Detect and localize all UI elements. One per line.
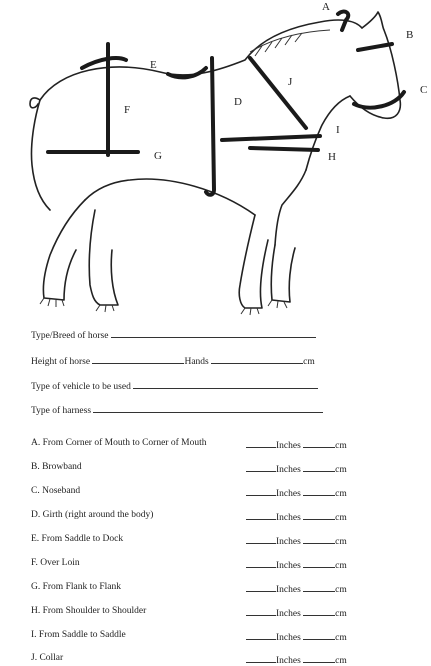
inches-field[interactable] [246,653,276,663]
measurement-fields [246,486,347,499]
measurement-arrows [48,12,404,195]
arrow-b [358,44,392,50]
inches-label: Inches [276,585,301,595]
cm-field[interactable] [303,606,335,616]
inches-field[interactable] [246,606,276,616]
measurement-label: J. Collar [31,653,64,663]
cm-label: cm [335,465,347,475]
label-j: J [288,76,293,88]
harness-row [31,403,323,416]
horse-measurement-diagram [0,0,431,318]
measurement-label: G. From Flank to Flank [31,582,121,592]
label-i: I [336,124,340,136]
cm-label: cm [335,441,347,451]
measurement-fields [246,510,347,523]
label-b: B [406,29,414,41]
label-h: H [328,151,336,163]
inches-label: Inches [276,609,301,619]
inches-field[interactable] [246,438,276,448]
inches-field[interactable] [246,630,276,640]
type-breed-field[interactable] [111,328,316,338]
measurement-label: B. Browband [31,462,82,472]
inches-label: Inches [276,656,301,666]
label-a: A [322,1,330,13]
inches-field[interactable] [246,558,276,568]
height-hands-field[interactable] [92,354,184,364]
arrow-j [250,58,306,128]
cm-field[interactable] [303,462,335,472]
measurement-fields [246,534,347,547]
inches-field[interactable] [246,510,276,520]
height-label: Height of horse [31,357,91,367]
measurement-label: D. Girth (right around the body) [31,510,154,520]
vehicle-label: Type of vehicle to be used [31,382,131,392]
cm-field[interactable] [303,582,335,592]
measurement-label: A. From Corner of Mouth to Corner of Mouth [31,438,207,448]
inches-label: Inches [276,537,301,547]
cm-label: cm [335,561,347,571]
inches-label: Inches [276,513,301,523]
label-d: D [234,96,242,108]
cm-label: cm [335,537,347,547]
inches-field[interactable] [246,582,276,592]
cm-label: cm [335,585,347,595]
label-c: C [420,84,428,96]
inches-label: Inches [276,561,301,571]
measurement-fields [246,582,347,595]
cm-field[interactable] [303,486,335,496]
height-cm-label: cm [303,357,315,367]
arrow-d [206,58,214,195]
measurement-label: H. From Shoulder to Shoulder [31,606,147,616]
measurement-fields [246,462,347,475]
arrow-e2 [168,68,206,77]
inches-field[interactable] [246,462,276,472]
harness-field[interactable] [93,403,323,413]
type-breed-row [31,328,316,341]
height-cm-field[interactable] [211,354,303,364]
arrow-h [250,148,318,150]
vehicle-row [31,379,318,392]
inches-label: Inches [276,465,301,475]
cm-field[interactable] [303,558,335,568]
cm-label: cm [335,609,347,619]
cm-field[interactable] [303,438,335,448]
label-e: E [150,59,157,71]
arrow-c [354,92,404,108]
type-breed-label: Type/Breed of horse [31,331,109,341]
height-row [31,354,315,367]
measurement-label: F. Over Loin [31,558,80,568]
cm-label: cm [335,513,347,523]
measurement-label: I. From Saddle to Saddle [31,630,126,640]
measurement-label: C. Noseband [31,486,81,496]
measurement-fields [246,606,347,619]
cm-label: cm [335,489,347,499]
inches-field[interactable] [246,486,276,496]
measurement-fields [246,653,347,666]
label-g: G [154,150,162,162]
harness-label: Type of harness [31,406,92,416]
measurement-label: E. From Saddle to Dock [31,534,124,544]
measurement-fields [246,558,347,571]
cm-label: cm [335,633,347,643]
inches-field[interactable] [246,534,276,544]
cm-label: cm [335,656,347,666]
cm-field[interactable] [303,653,335,663]
cm-field[interactable] [303,534,335,544]
measurement-fields [246,630,347,643]
vehicle-field[interactable] [133,379,318,389]
hands-label: Hands [184,357,209,367]
inches-label: Inches [276,489,301,499]
label-f: F [124,104,131,116]
inches-label: Inches [276,633,301,643]
cm-field[interactable] [303,510,335,520]
cm-field[interactable] [303,630,335,640]
measurement-fields [246,438,347,451]
inches-label: Inches [276,441,301,451]
arrow-i [222,136,320,140]
